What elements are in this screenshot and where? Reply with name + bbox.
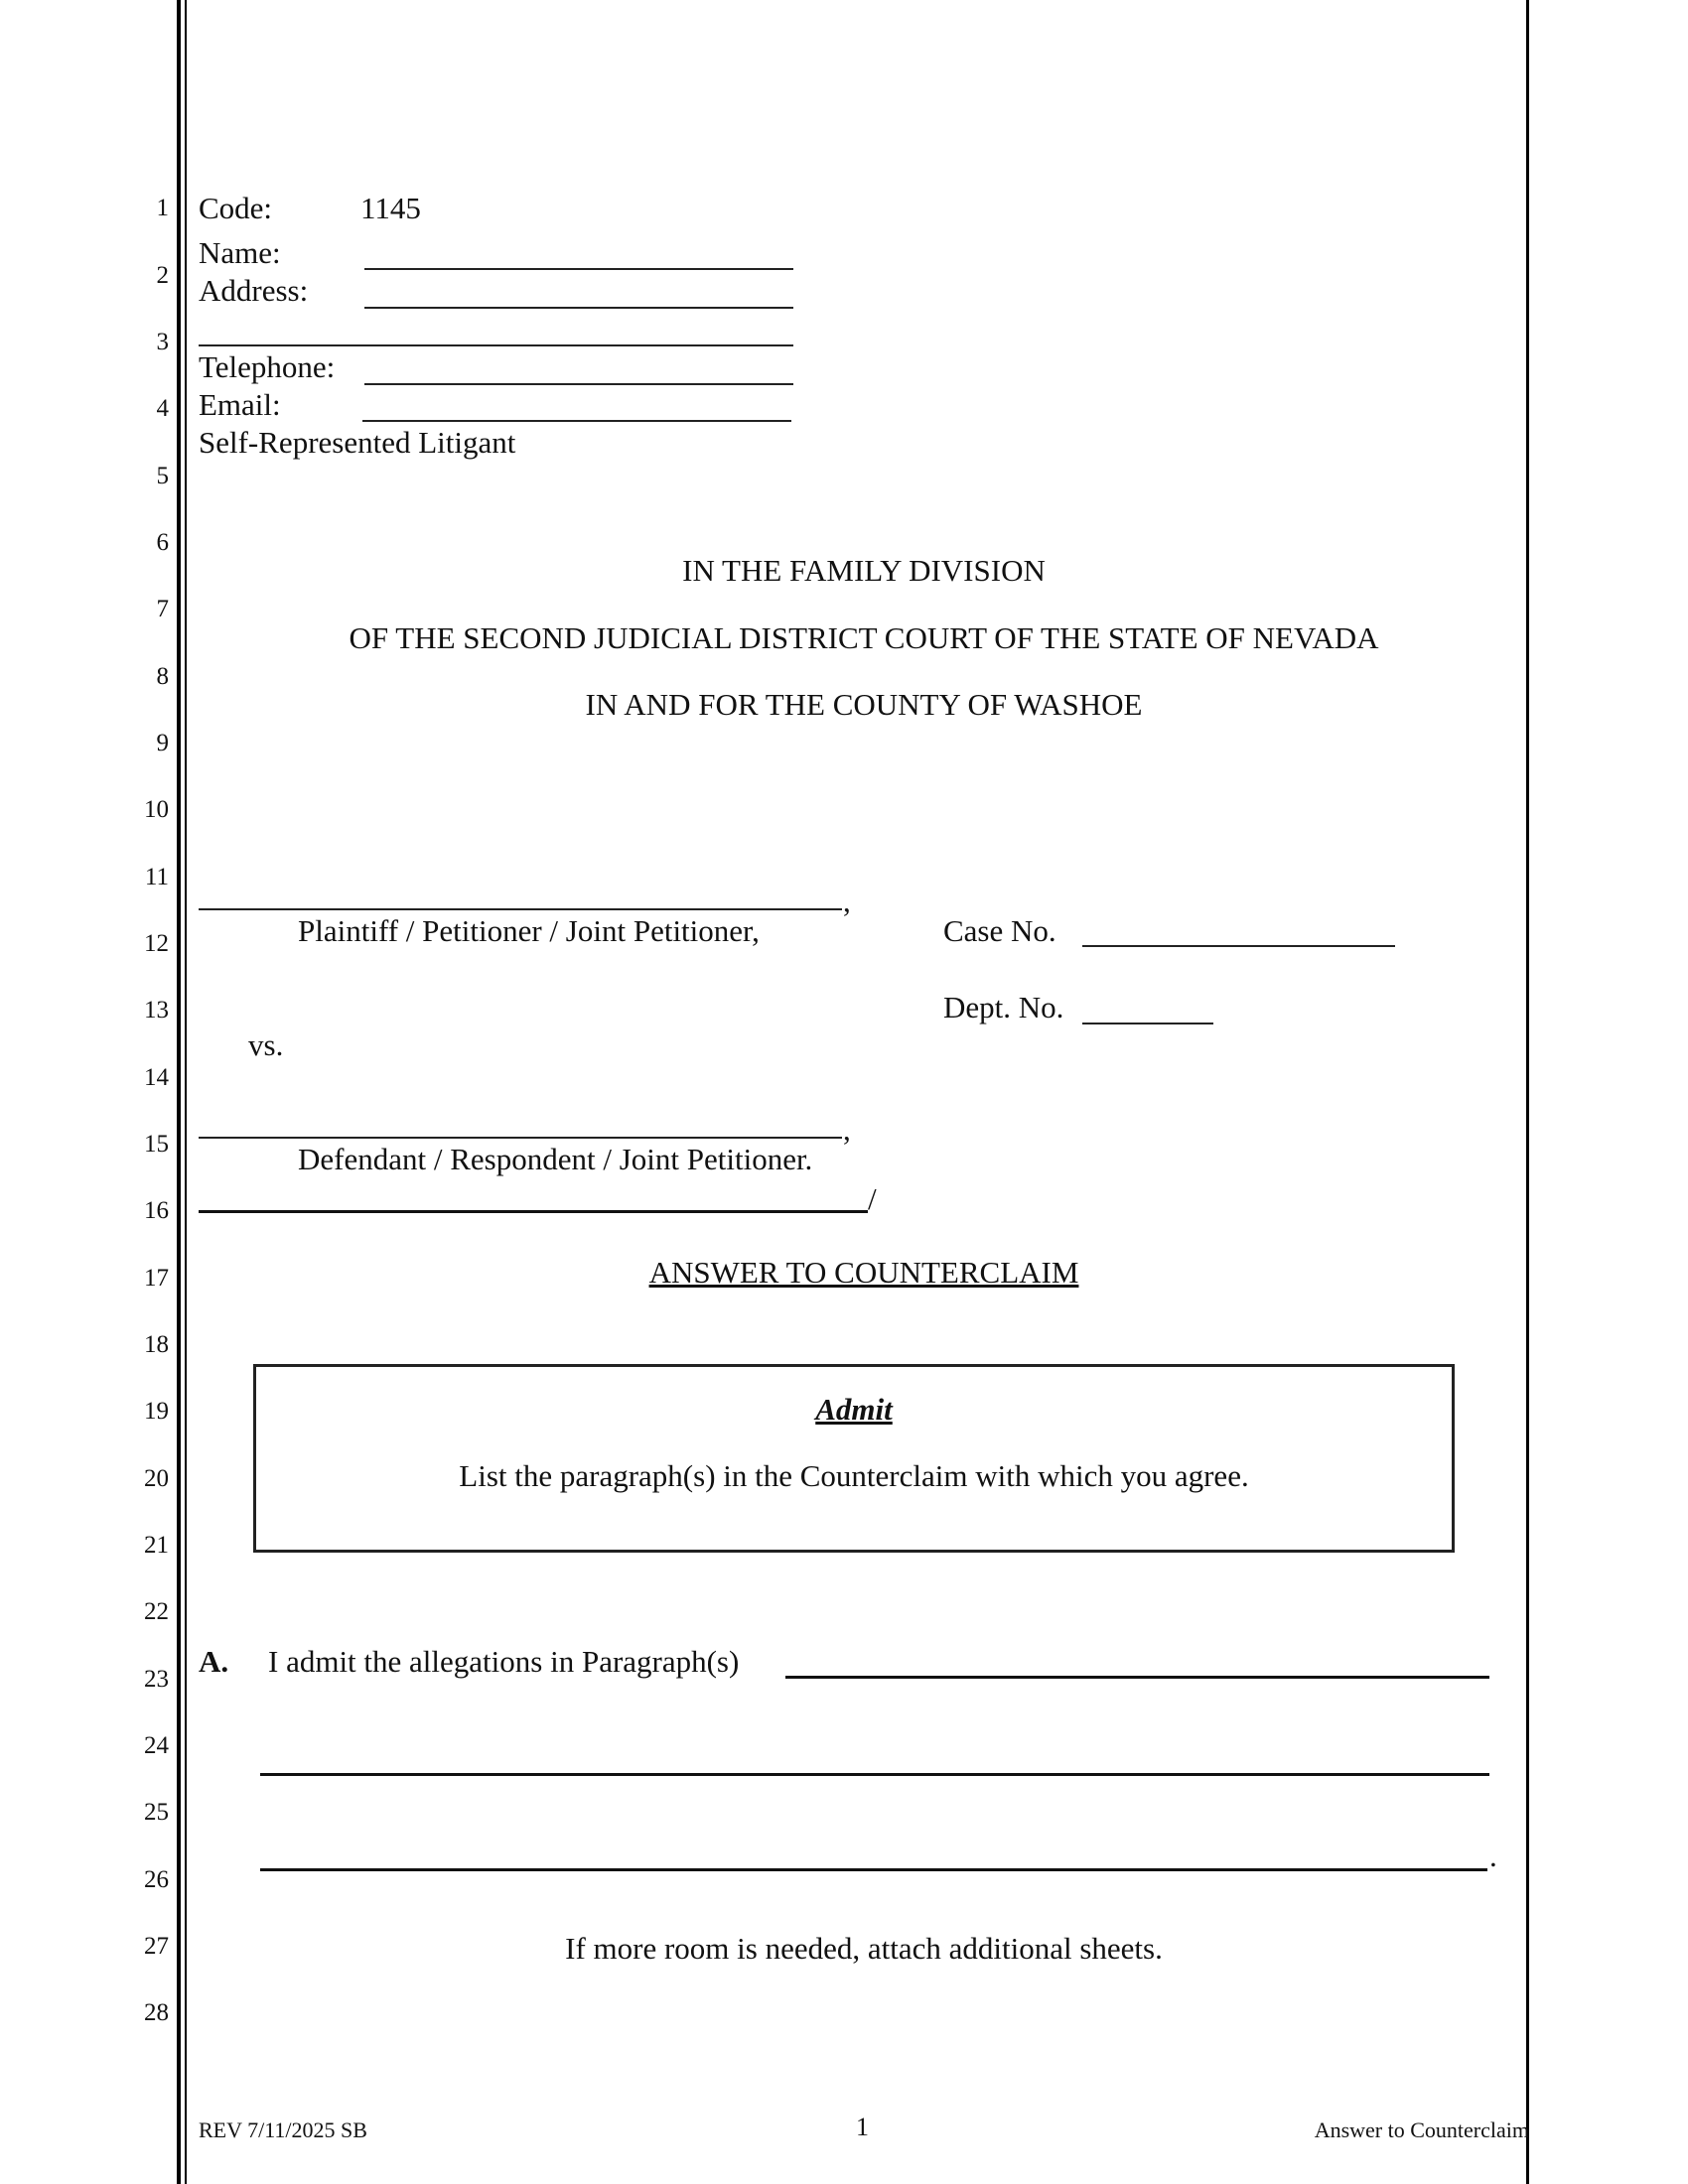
name-field[interactable] <box>364 268 793 270</box>
line-number: 24 <box>144 1732 169 1759</box>
footer-revision: REV 7/11/2025 SB <box>199 2117 367 2142</box>
footer-page-number: 1 <box>856 2113 869 2141</box>
additional-sheets-note: If more room is needed, attach additional sheets. <box>565 1931 1163 1966</box>
email-label: Email: <box>199 387 281 422</box>
line-number: 9 <box>156 730 169 756</box>
line-number: 10 <box>144 796 169 823</box>
line-number: 12 <box>144 930 169 957</box>
line-number: 4 <box>156 395 169 422</box>
plaintiff-name-field[interactable] <box>199 908 842 910</box>
line-number: 3 <box>156 329 169 355</box>
line-number: 20 <box>144 1465 169 1492</box>
right-border <box>1526 0 1529 2184</box>
line-number: 25 <box>144 1799 169 1826</box>
document-title: ANSWER TO COUNTERCLAIM <box>648 1255 1079 1290</box>
line-number: 1 <box>156 195 169 221</box>
paragraphs-field-line-2[interactable] <box>260 1773 1489 1776</box>
address-label: Address: <box>199 273 309 308</box>
section-a-letter: A. <box>199 1644 229 1679</box>
line-number: 15 <box>144 1131 169 1158</box>
admit-instruction: List the paragraph(s) in the Counterclaim with which you agree. <box>459 1458 1249 1493</box>
line-number: 11 <box>144 864 169 890</box>
line-number: 8 <box>156 663 169 690</box>
court-heading-line-3: IN AND FOR THE COUNTY OF WASHOE <box>585 687 1143 722</box>
court-heading-line-1: IN THE FAMILY DIVISION <box>682 553 1046 588</box>
vs-label: vs. <box>248 1027 284 1062</box>
footer-document-name: Answer to Counterclaim <box>1314 2117 1529 2142</box>
code-value: 1145 <box>360 191 421 225</box>
section-a-period: . <box>1489 1839 1497 1873</box>
defendant-name-field[interactable] <box>199 1137 842 1139</box>
address-field-line-1[interactable] <box>364 307 793 309</box>
line-number: 18 <box>144 1331 169 1358</box>
line-number: 5 <box>156 463 169 489</box>
line-number: 16 <box>144 1197 169 1224</box>
plaintiff-comma: , <box>843 884 851 918</box>
line-number: 17 <box>144 1265 169 1292</box>
admit-heading: Admit <box>815 1392 893 1427</box>
paragraphs-field-line-3[interactable] <box>260 1868 1487 1871</box>
line-number: 13 <box>144 997 169 1024</box>
defendant-comma: , <box>843 1112 851 1147</box>
telephone-field[interactable] <box>364 383 793 385</box>
line-number: 19 <box>144 1398 169 1425</box>
line-number: 14 <box>144 1064 169 1091</box>
paragraphs-field-line-1[interactable] <box>785 1676 1489 1679</box>
line-number: 21 <box>144 1532 169 1559</box>
line-number: 2 <box>156 262 169 289</box>
line-number: 23 <box>144 1666 169 1693</box>
plaintiff-label: Plaintiff / Petitioner / Joint Petitioner, <box>298 913 760 948</box>
case-no-field[interactable] <box>1082 945 1395 947</box>
court-heading-line-2: OF THE SECOND JUDICIAL DISTRICT COURT OF THE STATE OF NEVADA <box>349 620 1379 655</box>
dept-no-field[interactable] <box>1082 1023 1213 1024</box>
email-field[interactable] <box>362 420 791 422</box>
self-represented-litigant: Self-Represented Litigant <box>199 425 516 460</box>
section-a-text: I admit the allegations in Paragraph(s) <box>268 1644 740 1679</box>
telephone-label: Telephone: <box>199 349 336 384</box>
line-number: 22 <box>144 1598 169 1625</box>
case-no-label: Case No. <box>943 913 1056 948</box>
address-field-line-2[interactable] <box>199 344 793 346</box>
defendant-label: Defendant / Respondent / Joint Petitioner. <box>298 1142 813 1176</box>
line-number: 7 <box>156 596 169 622</box>
left-border-outer <box>177 0 181 2184</box>
code-label: Code: <box>199 191 273 225</box>
line-number: 6 <box>156 529 169 556</box>
line-number: 27 <box>144 1933 169 1960</box>
dept-no-label: Dept. No. <box>943 990 1064 1024</box>
caption-closing-rule <box>199 1210 868 1213</box>
line-number: 28 <box>144 1999 169 2026</box>
caption-slash: / <box>868 1181 877 1216</box>
left-border-inner <box>185 0 187 2184</box>
line-number: 26 <box>144 1866 169 1893</box>
name-label: Name: <box>199 235 281 270</box>
